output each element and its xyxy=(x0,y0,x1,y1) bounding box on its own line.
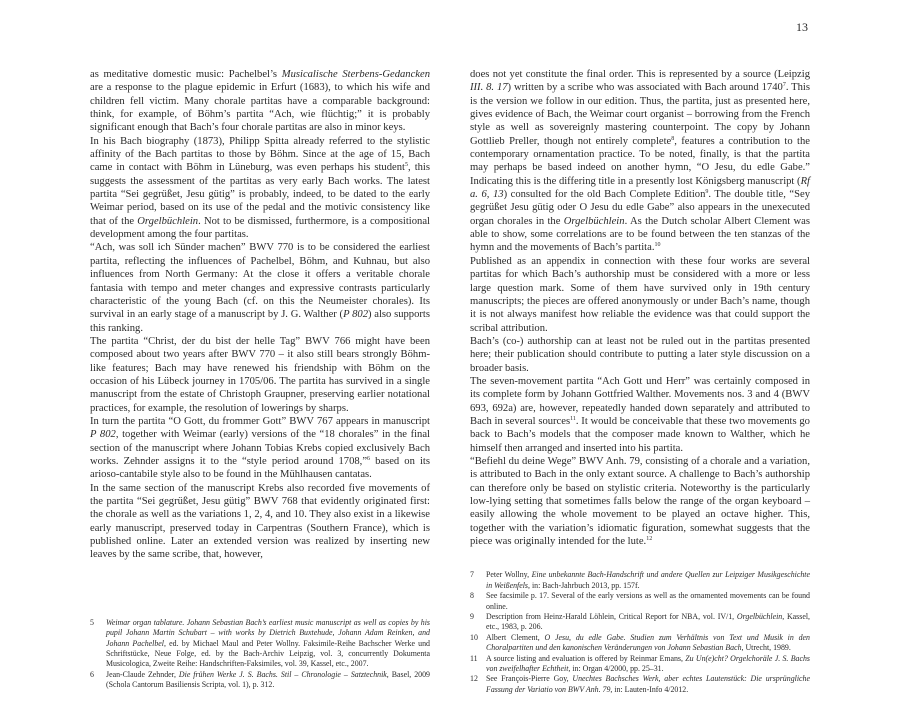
italic-text: Orgelbüchlein xyxy=(736,612,783,621)
left-page-column xyxy=(90,68,430,711)
footnote-reference: 10 xyxy=(654,242,661,249)
text-run: ) consulted for the old Bach Complete Edition xyxy=(503,189,706,201)
footnote xyxy=(470,633,810,654)
text-run: . Not to be dismissed, furthermore, is a compositional development among the four partitas. xyxy=(90,215,430,241)
italic-text: III. 8. 17 xyxy=(470,82,508,94)
paragraph xyxy=(90,135,430,242)
footnote-text xyxy=(486,570,810,591)
italic-text: Orgelbüchlein xyxy=(563,215,625,227)
footnote xyxy=(470,570,810,591)
footnote-text xyxy=(106,670,430,691)
footnote-text xyxy=(486,591,810,612)
text-run: , Kassel, etc., 1983, p. 206. xyxy=(486,612,810,632)
footnote-number: 9 xyxy=(470,612,474,621)
footnote-text xyxy=(486,674,810,695)
footnote-reference: 11 xyxy=(570,415,576,422)
text-run: Published as an appendix in connection with these four works are several partitas for which Bach’s authorship must be considered with a more or less large question mark. Some of them have survived only in 19th century manuscripts; the pieces are offered anonymously or under Bach’s name, though it is not always manifest how reliable the evidence was that could support the scribal attribution. xyxy=(470,255,810,334)
footnote-number: 5 xyxy=(90,617,94,627)
left-column xyxy=(90,68,430,562)
text-run: are a response to the plague epidemic in Erfurt (1683), to which his wife and children fell victim. Many chorale partitas have a comparable background: think, for example, of Böhm’s partita “Ach, wie flüchtig;” it is probably significant enough that Bach’s four chorale partitas are also in minor keys. xyxy=(90,82,430,134)
footnote xyxy=(470,674,810,695)
italic-text: Zu Un(e)cht? Orgelchoräle J. S. Bachs von zweifelhafter Echtheit xyxy=(486,653,810,674)
footnote xyxy=(470,654,810,675)
footnote-reference: 5 xyxy=(404,162,408,169)
text-run: , Basel, 2009 (Schola Cantorum Basiliensis Scripta, vol. 1), p. 312. xyxy=(106,669,431,690)
paragraph xyxy=(90,482,430,562)
text-run: ) also supports this ranking. xyxy=(90,309,430,334)
italic-text: Orgelbüchlein xyxy=(137,215,199,227)
text-run: , in: Organ 4/2000, pp. 25–31. xyxy=(568,664,664,674)
italic-text: Die frühen Werke J. S. Bachs. Stil – Chronologie – Satztechnik xyxy=(178,669,387,679)
footnote-number: 11 xyxy=(470,653,478,663)
footnote-number: 12 xyxy=(470,674,478,684)
text-run: In turn the partita “O Gott, du frommer Gott” BWV 767 appears in manuscript xyxy=(90,415,430,427)
footnote-number: 7 xyxy=(470,570,474,580)
text-run: Bach’s (co-) authorship can at least not be ruled out in the partitas presented here; their publication should contribute to putting a later style discussion on a broader basis. xyxy=(470,335,810,374)
text-run: . This is the version we follow in our edition. Thus, the partita, just as presented here, gives evidence of Bach, the Weimar court organist – borrowing from the French style as well as sovereignly mastering counterpoint. The copy by Johann Gottlieb Preller, though not entirely complete xyxy=(470,82,810,147)
text-run: , ed. by Michael Maul and Peter Wollny. Faksimile-Reihe Bachscher Werke und Schriftstücke, Neue Folge, ed. by the Bach-Archiv Leipzig, vol. 3, concurrently Dokumenta Musicologica, Zweite Reihe: Handschriften-Faksimiles, vol. 39, Kassel, etc., 2007. xyxy=(106,638,430,669)
footnote xyxy=(90,618,430,670)
text-run: , Utrecht, 1989. xyxy=(741,643,791,653)
right-column xyxy=(470,68,810,548)
text-run: . The double title, “Sey gegrüßet Jesu gütig oder O Jesu du edle Gabe” also appears in the unexecuted organ chorales in the xyxy=(470,189,811,227)
text-run: does not yet constitute the final order. This is represented by a source (Leipzig xyxy=(470,69,810,80)
text-run: See François-Pierre Goy, xyxy=(486,674,573,684)
text-run: “Ach, was soll ich Sünder machen” BWV 770 is to be considered the earliest partita, reflecting the influences of Pachelbel, Böhm, and Kuhnau, but also influences from North Germany: At the close it offers a veritable chorale fantasia with tempo and meter changes and expressive contrasts particularly characteristic of the young Bach (cf. on this the Neumeister chorales). Its survival in an early stage of a manuscript by J. G. Walther ( xyxy=(90,242,430,321)
text-run: , this suggests the assessment of the partitas as very early Bach works. The latest partita “Sei gegrüßet, Jesu gütig” is probably, indeed, to be dated to the early Weimar period, based on its use of the pedal and the motivic consistency like that of the xyxy=(90,162,430,227)
paragraph xyxy=(470,455,810,548)
text-run: Description from Heinz-Harald Löhlein, Critical Report for NBA, vol. IV/1, xyxy=(486,612,737,621)
italic-text: Musicalische Sterbens-Gedancken xyxy=(281,69,430,80)
italic-text: Weimar organ tablature. Johann Sebastian Bach’s earliest music manuscript as well as copies by his pupil Johann Martin Schubart – with works by Dietrich Buxtehude, Johann Adam Reinken, and Johann Pachelbel xyxy=(106,617,430,648)
paragraph xyxy=(470,375,810,455)
italic-text: Unechtes Bachsches Werk, aber echtes Lautenstück: Die ursprüngliche Fassung der Variatio von BWV Anh. 79 xyxy=(486,674,810,694)
text-run: , together with Weimar (early) versions of the “18 chorales” in the final section of the manuscript where Johann Tobias Krebs copied exclusively Bach works. Zehnder assigns it to the “style period around 1708,” xyxy=(90,429,430,467)
footnote xyxy=(90,670,430,691)
text-run: . It would be conceivable that these two movements go back to Bach’s models that the composer made known to Walther, which he himself then arranged and inserted into his partita. xyxy=(470,415,810,454)
footnote-number: 6 xyxy=(90,669,94,679)
footnote-reference: 12 xyxy=(646,536,653,543)
right-page-column xyxy=(470,68,810,715)
italic-text: P 802 xyxy=(90,429,116,441)
text-run: See facsimile p. 17. Several of the early versions as well as the ornamented movements can be found online. xyxy=(486,591,810,611)
text-run: The partita “Christ, der du bist der helle Tag” BWV 766 might have been composed about two years after BWV 770 – it also still bears strongly Böhm-like features; Bach may have renewed his friendship with Böhm on the occasion of his Lübeck journey in 1705/06. The partita has survived in a single manuscript from the estate of Christoph Graupner, preserving earlier notational practices, for example, the resolution of lowerings by sharps. xyxy=(90,335,430,414)
left-footnotes xyxy=(90,618,430,691)
footnote xyxy=(470,612,810,633)
italic-text: Eine unbekannte Bach-Handschrift und andere Quellen zur Leipziger Musikgeschichte in Weißenfels xyxy=(486,570,810,590)
text-run: . As the Dutch scholar Albert Clement was able to show, some correlations are to be found between the ten stanzas of the hymn and the movements of Bach’s partita. xyxy=(470,215,811,254)
text-run: as meditative domestic music: Pachelbel’s xyxy=(90,69,282,80)
text-run: , features a contribution to the contemporary ornamentation practice. To be noted, finally, is that the partita may perhaps be based indeed on another hymn, “O Jesu, du edle Gabe.” Indicating this is the differing title in a presently lost Königsberg manuscript ( xyxy=(470,135,810,187)
text-run: Peter Wollny, xyxy=(486,570,532,580)
footnote xyxy=(470,591,810,612)
footnote-reference: 7 xyxy=(782,82,786,89)
paragraph xyxy=(470,335,810,375)
footnote-text xyxy=(486,654,810,675)
text-run: , in: Bach-Jahrbuch 2013, pp. 157f. xyxy=(528,580,640,590)
paragraph xyxy=(90,241,430,334)
paragraph xyxy=(90,68,430,135)
text-run: In the same section of the manuscript Krebs also recorded five movements of the partita “Sei gegrüßet, Jesu gütig” BWV 768 that evidently originated first: the chorale as well as the variations 1, 2, 4, and 10. They also exist in a likewise early manuscript, preserved today in Carpentras (Southern France), which is published online. Later an extended version was realized by inserting new leaves by the same scribe, that, however, xyxy=(90,482,430,561)
italic-text: P 802 xyxy=(343,309,369,321)
paragraph xyxy=(90,335,430,415)
italic-text: Rf a. 6, 13 xyxy=(470,175,810,201)
italic-text: O Jesu, du edle Gabe. Studien zum Verhältnis von Text und Musik in den Choralpartiten und den kanonischen Veränderungen von Johann Sebastian Bach xyxy=(486,632,811,653)
text-run: ) written by a scribe who was associated with Bach around 1740 xyxy=(507,82,783,94)
text-run: “Befiehl du deine Wege” BWV Anh. 79, consisting of a chorale and a variation, is attributed to Bach in the only extant source. A challenge to Bach’s authorship can therefore only be based on stylistic criteria. Noteworthy is the particularly low-lying setting that sometimes falls below the range of the organ keyboard – easily allowing the whole movement to be played an octave higher. This, together with the variation’s idiomatic figuration, somewhat suggests that the piece was originally intended for the lute. xyxy=(470,455,810,548)
footnote-text xyxy=(486,633,810,654)
text-run: Albert Clement, xyxy=(486,632,545,642)
footnote-reference: 6 xyxy=(367,455,371,462)
footnote-text xyxy=(106,618,430,670)
footnote-number: 10 xyxy=(470,632,478,642)
text-run: based on its arioso-cantabile style also to be found in the Mühlhausen cantatas. xyxy=(90,455,430,481)
right-footnotes xyxy=(470,570,810,695)
text-run: , in: Lauten-Info 4/2012. xyxy=(610,684,689,694)
text-run: Jean-Claude Zehnder, xyxy=(106,669,179,679)
page-number: 13 xyxy=(796,20,808,34)
footnote-reference: 8 xyxy=(671,135,675,142)
footnote-reference: 9 xyxy=(705,189,709,196)
paragraph xyxy=(470,255,810,335)
paragraph xyxy=(470,68,810,255)
footnote-number: 8 xyxy=(470,591,474,601)
text-run: In his Bach biography (1873), Philipp Spitta already referred to the stylistic affinity of the Bach partitas to those by Böhm. Since at the age of 15, Bach came in contact with Böhm in Lüneburg, was even perhaps his student xyxy=(90,135,430,174)
paragraph xyxy=(90,415,430,482)
footnote-text xyxy=(486,612,810,633)
text-run: The seven-movement partita “Ach Gott und Herr” was certainly composed in its complete form by Johann Gottfried Walther. Movements nos. 3 and 4 (BWV 693, 692a) are, however, repeatedly handed down separately and attributed to Bach in several sources xyxy=(470,375,810,427)
text-run: A source listing and evaluation is offered by Reinmar Emans, xyxy=(486,653,686,663)
